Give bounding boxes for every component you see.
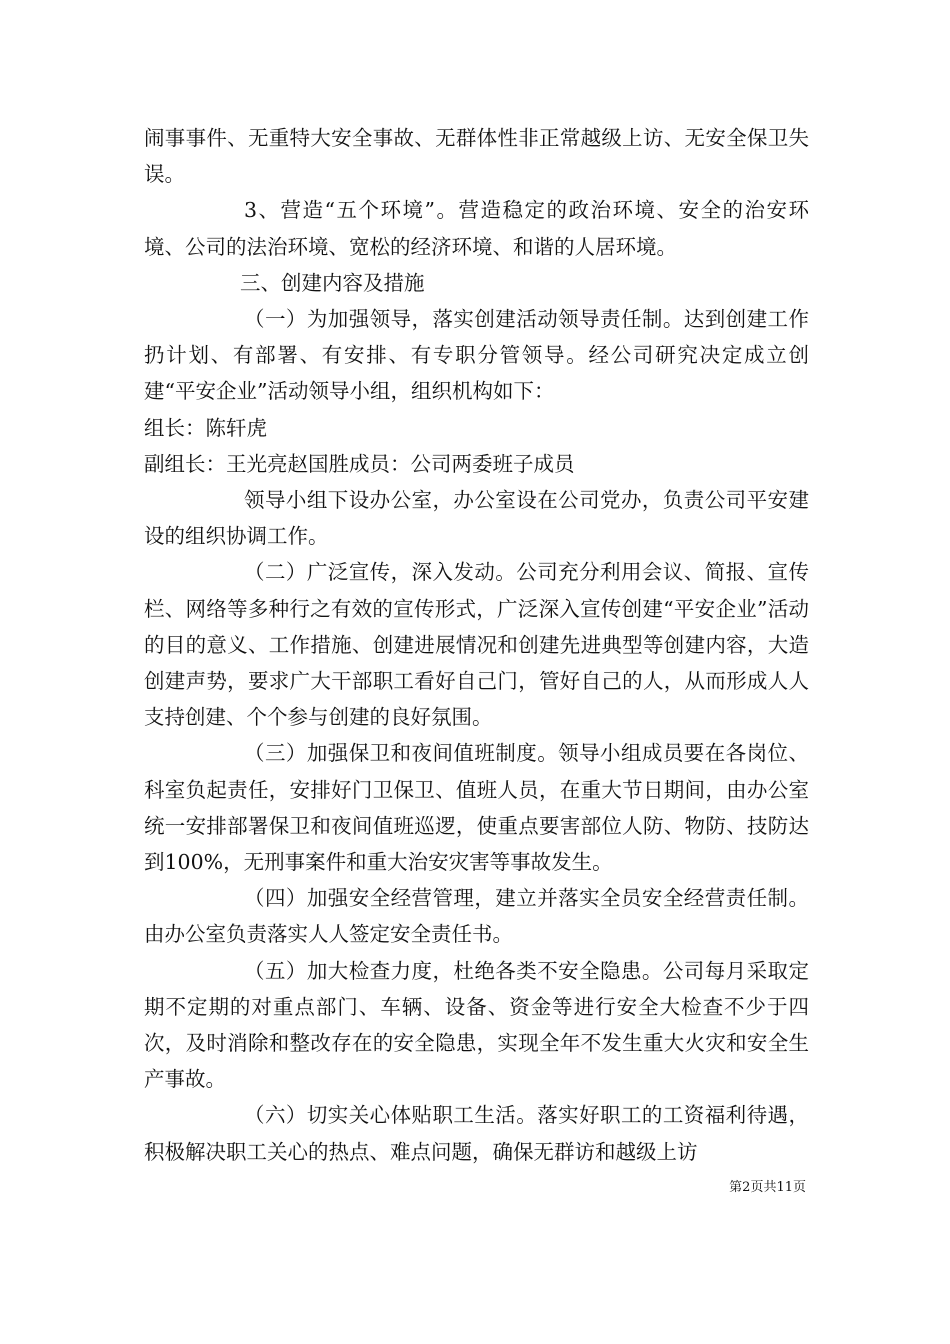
paragraph-deputy-leaders: 副组长：王光亮赵国胜成员：公司两委班子成员 <box>144 451 575 476</box>
paragraph-staff-welfare: （六）切实关心体贴职工生活。落实好职工的工资福利待遇，积极解决职工关心的热点、难点问题，确保无群访和越级上访 <box>144 1103 809 1164</box>
paragraph-five-environments: 3、营造“五个环境”。营造稳定的政治环境、安全的治安环境、公司的法治环境、宽松的经济环境、和谐的人居环境。 <box>144 198 809 259</box>
document-body <box>144 120 809 1170</box>
paragraph-publicity: （二）广泛宣传，深入发动。公司充分利用会议、简报、宣传栏、网络等多种行之有效的宣传形式，广泛深入宣传创建“平安企业”活动的目的意义、工作措施、创建进展情况和创建先进典型等创建内容，大造创建声势，要求广大干部职工看好自己门，管好自己的人，从而形成人人支持创建、个个参与创建的良好氛围。 <box>144 560 809 730</box>
paragraph-continuation: 闹事事件、无重特大安全事故、无群体性非正常越级上访、无安全保卫失误。 <box>144 126 809 187</box>
paragraph-safety-management: （四）加强安全经营管理，建立并落实全员安全经营责任制。由办公室负责落实人人签定安全责任书。 <box>144 886 809 947</box>
paragraph-office: 领导小组下设办公室，办公室设在公司党办，负责公司平安建设的组织协调工作。 <box>144 488 809 549</box>
section-heading-contents-measures: 三、创建内容及措施 <box>240 270 425 295</box>
paragraph-inspection: （五）加大检查力度，杜绝各类不安全隐患。公司每月采取定期不定期的对重点部门、车辆、设备、资金等进行安全大检查不少于四次，及时消除和整改存在的安全隐患，实现全年不发生重大火灾和安全生产事故。 <box>144 958 809 1092</box>
page-number-footer: 第2页共11页 <box>729 1180 806 1195</box>
paragraph-leadership: （一）为加强领导，落实创建活动领导责任制。达到创建工作扔计划、有部署、有安排、有专职分管领导。经公司研究决定成立创建“平安企业”活动领导小组，组织机构如下： <box>144 307 809 404</box>
paragraph-security-duty: （三）加强保卫和夜间值班制度。领导小组成员要在各岗位、科室负起责任，安排好门卫保卫、值班人员，在重大节日期间，由办公室统一安排部署保卫和夜间值班巡逻，使重点要害部位人防、物防、技防达到100%，无刑事案件和重大治安灾害等事故发生。 <box>144 741 809 875</box>
paragraph-group-leader: 组长：陈轩虎 <box>144 415 267 440</box>
